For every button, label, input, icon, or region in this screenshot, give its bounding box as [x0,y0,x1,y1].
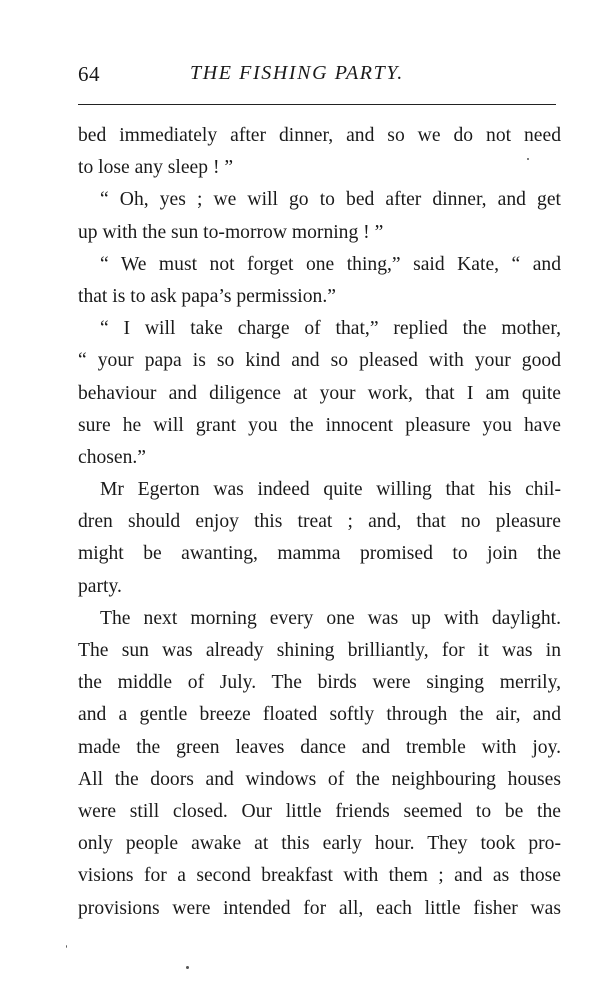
text-line: The next morning every one was up with daylight. [100,607,561,629]
text-line: “ We must not forget one thing,” said Kate, “ and [100,253,561,275]
text-line: were still closed. Our little friends seemed to be the [78,800,561,822]
paper-speck [66,945,67,948]
text-line: and a gentle breeze floated softly through the air, and [78,704,561,726]
text-line: All the doors and windows of the neighbouring houses [78,768,561,790]
paper-speck [186,966,189,969]
text-line: party. [78,575,122,597]
text-line: that is to ask papa’s permission.” [78,285,336,307]
text-line: might be awanting, mamma promised to join the [78,543,561,565]
text-line: The sun was already shining brilliantly, for it was in [78,640,561,661]
text-line: sure he will grant you the innocent pleasure you have [78,414,561,436]
text-line: “ your papa is so kind and so pleased with your good [78,350,561,372]
text-line: chosen.” [78,446,147,468]
paper-speck [527,158,529,160]
page-header [78,62,556,92]
text-line: dren should enjoy this treat ; and, that no pleasure [78,511,561,533]
text-line: Mr Egerton was indeed quite willing that his chil- [100,479,561,501]
text-line: behaviour and diligence at your work, that I am quite [78,382,561,404]
page-number: 64 [78,62,100,86]
text-line: “ Oh, yes ; we will go to bed after dinner, and get [100,189,561,211]
text-line: bed immediately after dinner, and so we do not need [78,125,561,146]
text-line: to lose any sleep ! ” [78,157,234,179]
text-line: made the green leaves dance and tremble with joy. [78,736,561,758]
text-line: “ I will take charge of that,” replied the mother, [100,318,561,340]
text-line: only people awake at this early hour. They took pro- [78,833,561,855]
text-line: the middle of July. The birds were singing merrily, [78,672,561,694]
text-line: up with the sun to-morrow morning ! ” [78,221,384,243]
text-line: provisions were intended for all, each little fisher was [78,897,561,919]
header-rule [78,104,556,105]
running-title: THE FISHING PARTY. [190,62,404,84]
text-line: visions for a second breakfast with them ; and as those [78,865,561,887]
body-text [78,120,561,925]
